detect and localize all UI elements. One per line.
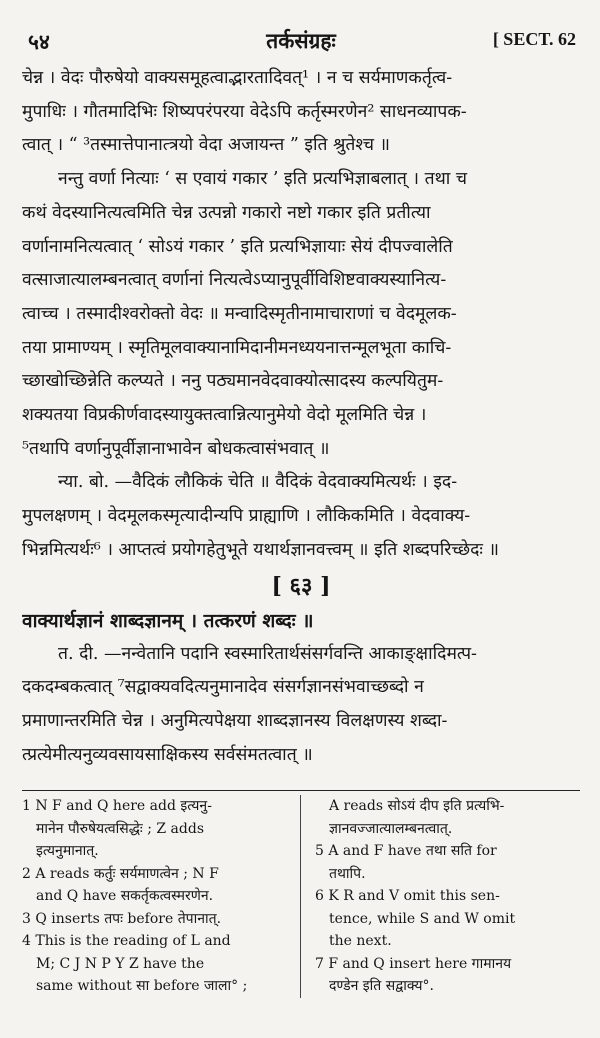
- text-line: शक्यतया विप्रकीर्णवादस्यायुक्तत्वान्नित्यानुमेयो वेदो मूलमिति चेन्न ।: [22, 405, 427, 426]
- footnote-line: A reads सोऽयं दीप इति प्रत्यभि-: [329, 798, 505, 815]
- footnote-line: 7 F and Q insert here गामानय: [315, 955, 512, 972]
- text-line: ⁵तथापि वर्णानुपूर्वीज्ञानाभावेन बोधकत्वासंभवात् ॥: [22, 438, 330, 459]
- footnote-line: 1 N F and Q here add इत्यनु-: [22, 798, 212, 815]
- footnote-line: the next.: [329, 933, 392, 950]
- dipika-line: त. दी. —नन्वेतानि पदानि स्वस्मारितार्थसंसर्गवन्ति आकाङ्क्षादिमत्प-: [58, 643, 477, 664]
- footnotes-right-column: [301, 795, 580, 998]
- dipika-line: दकदम्बकत्वात् ⁷सद्वाक्यवदित्यनुमानादेव संसर्गज्ञानसंभवाच्छब्दो न: [22, 677, 424, 698]
- sutra-text: वाक्यार्थज्ञानं शाब्दज्ञानम् । तत्करणं शब्दः ॥: [22, 609, 314, 632]
- section-label: [ SECT. 62: [492, 29, 576, 49]
- text-line: वर्णानामनित्यत्वात् ‘ सोऽयं गकार ’ इति प्रत्यभिज्ञायाः सेयं दीपज्वालेति: [22, 236, 453, 257]
- main-text: [22, 62, 580, 568]
- commentary-line: मुपलक्षणम् । वेदमूलकस्मृत्यादीन्यपि प्राह्याणि । लौकिकमिति । वेदवाक्य-: [22, 506, 471, 527]
- footnote-line: दण्डेन इति सद्वाक्य°.: [329, 978, 434, 995]
- dipika-line: प्रमाणान्तरमिति चेन्न । अनुमित्यपेक्षया शाब्दज्ञानस्य विलक्षणस्य शब्दा-: [22, 710, 448, 731]
- footnote-line: same without सा before जाला° ;: [36, 978, 248, 995]
- commentary-line: भिन्नमित्यर्थः⁶ । आप्तत्वं प्रयोगहेतुभूते यथार्थज्ञानवत्त्वम् ॥ इति शब्दपरिच्छेदः ॥: [22, 539, 499, 560]
- text-line: त्वाच्च । तस्मादीश्वरोक्तो वेदः ॥ मन्वादिस्मृतीनामाचाराणां च वेदमूलक-: [22, 303, 457, 324]
- footnote-line: M; C J N P Y Z have the: [36, 955, 205, 972]
- footnotes-left-column: [22, 795, 301, 998]
- page-header: [22, 22, 580, 62]
- text-line: वत्साजात्यालम्बनत्वात् वर्णानां नित्यत्वेऽप्यानुपूर्वीविशिष्टवाक्यस्यानित्य-: [22, 270, 447, 291]
- footnote-line: 2 A reads कर्तुः सर्यमाणत्वेन ; N F: [22, 865, 219, 882]
- footnote-line: 3 Q inserts तपः before तेपानात्.: [22, 910, 222, 927]
- footnote-divider: [22, 790, 580, 791]
- footnote-line: and Q have सकर्तृकत्वस्मरणेन.: [36, 888, 214, 905]
- running-title: तर्कसंग्रहः: [266, 28, 336, 53]
- footnote-line: ज्ञानवज्जात्यालम्बनत्वात्.: [329, 820, 453, 837]
- section-number: [ ६३ ]: [271, 572, 331, 599]
- text-line: नन्तु वर्णा नित्याः ‘ स एवायं गकार ’ इति प्रत्यभिज्ञाबलात् । तथा च: [58, 169, 467, 190]
- text-line: कथं वेदस्यानित्यत्वमिति चेन्न उत्पन्नो गकारो नष्टो गकार इति प्रतीत्या: [22, 202, 431, 223]
- footnote-line: तथापि.: [329, 865, 366, 882]
- footnote-line: 4 This is the reading of L and: [22, 933, 231, 950]
- text-line: त्वात् । “ ³तस्मात्तेपानात्त्रयो वेदा अजायन्त ” इति श्रुतेश्च ॥: [22, 135, 390, 156]
- text-line: चेन्न । वेदः पौरुषेयो वाक्यसमूहत्वाद्भारतादिवत्¹ । न च सर्यमाणकर्तृत्व-: [22, 68, 453, 88]
- page-number: ५४: [28, 29, 50, 54]
- text-line: मुपाधिः । गौतमादिभिः शिष्यपरंपरया वेदेऽपि कर्तृस्मरणेन² साधनव्यापक-: [22, 101, 467, 122]
- dipika-text: [22, 638, 580, 773]
- commentary-line: न्या. बो. —वैदिकं लौकिकं चेति ॥ वैदिकं वेदवाक्यमित्यर्थः । इद-: [58, 472, 458, 493]
- footnote-line: tence, while S and W omit: [329, 910, 516, 927]
- footnote-line: 5 A and F have तथा सति for: [315, 843, 497, 860]
- footnote-line: इत्यनुमानात्.: [36, 843, 99, 860]
- footnote-line: 6 K R and V omit this sen-: [315, 888, 500, 905]
- footnotes: [22, 795, 580, 998]
- text-line: च्छाखोच्छिन्नेति कल्प्यते । ननु पठ्यमानवेदवाक्योत्सादस्य कल्पयितुम-: [22, 371, 444, 392]
- footnote-line: मानेन पौरुषेयत्वसिद्धेः ; Z adds: [36, 820, 204, 837]
- dipika-line: त्प्रत्येमीत्यनुव्यवसायसाक्षिकस्य सर्वसंमतत्वात् ॥: [22, 744, 313, 765]
- text-line: तया प्रामाण्यम् । स्मृतिमूलवाक्यानामिदानीमनध्ययनात्तन्मूलभूता काचि-: [22, 337, 452, 358]
